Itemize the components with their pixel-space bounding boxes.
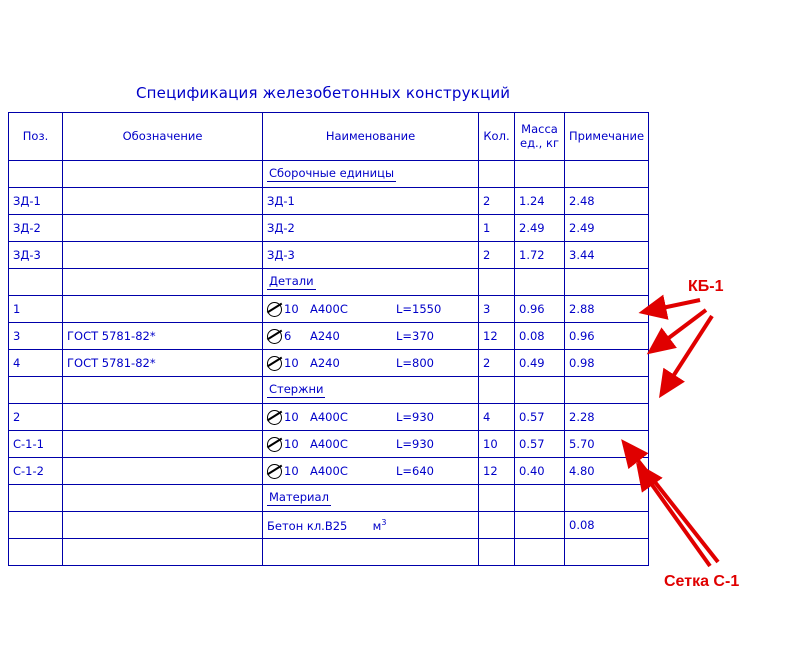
cell-designation bbox=[63, 269, 263, 296]
cell-quantity: 12 bbox=[479, 458, 515, 485]
cell-pos: ЗД-3 bbox=[9, 242, 63, 269]
cell-pos: С-1-1 bbox=[9, 431, 63, 458]
cell-quantity: 10 bbox=[479, 431, 515, 458]
cell-note bbox=[565, 161, 649, 188]
cell-name: ЗД-1 bbox=[263, 188, 479, 215]
arrow-kb1-c bbox=[672, 316, 712, 378]
cell-note: 2.49 bbox=[565, 215, 649, 242]
cell-mass bbox=[515, 539, 565, 566]
cell-name bbox=[263, 296, 479, 323]
rebar-class: А400С bbox=[310, 437, 348, 451]
rebar-diameter-value: 10 bbox=[284, 464, 299, 478]
cell-note: 0.08 bbox=[565, 512, 649, 539]
cell-name: ЗД-2 bbox=[263, 215, 479, 242]
column-header-note: Примечание bbox=[565, 113, 649, 161]
cell-name bbox=[263, 431, 479, 458]
cell-pos: ЗД-2 bbox=[9, 215, 63, 242]
table-section-row bbox=[9, 161, 649, 188]
table-row bbox=[9, 188, 649, 215]
cell-note bbox=[565, 539, 649, 566]
section-label: Сборочные единицы bbox=[269, 166, 395, 181]
cell-mass: 0.57 bbox=[515, 404, 565, 431]
cell-name bbox=[263, 539, 479, 566]
cell-mass: 1.72 bbox=[515, 242, 565, 269]
cell-note: 5.70 bbox=[565, 431, 649, 458]
cell-quantity: 2 bbox=[479, 350, 515, 377]
cell-designation: ГОСТ 5781-82* bbox=[63, 350, 263, 377]
rebar-class: А400С bbox=[310, 302, 348, 316]
cell-designation bbox=[63, 512, 263, 539]
cell-pos bbox=[9, 377, 63, 404]
arrow-setka-b bbox=[650, 482, 710, 566]
cell-mass: 2.49 bbox=[515, 215, 565, 242]
cell-note: 0.98 bbox=[565, 350, 649, 377]
table-row bbox=[9, 242, 649, 269]
cell-mass bbox=[515, 512, 565, 539]
cell-name bbox=[263, 512, 479, 539]
cell-quantity bbox=[479, 269, 515, 296]
cell-quantity bbox=[479, 161, 515, 188]
cell-note: 0.96 bbox=[565, 323, 649, 350]
cell-quantity bbox=[479, 485, 515, 512]
table-section-row bbox=[9, 269, 649, 296]
material-name: Бетон кл.В25 bbox=[267, 518, 348, 533]
cell-note: 4.80 bbox=[565, 458, 649, 485]
cell-mass bbox=[515, 377, 565, 404]
cell-quantity: 3 bbox=[479, 296, 515, 323]
cell-quantity bbox=[479, 377, 515, 404]
table-section-row bbox=[9, 377, 649, 404]
cell-designation bbox=[63, 215, 263, 242]
material-unit: м bbox=[372, 518, 382, 533]
rebar-diameter-value: 6 bbox=[284, 329, 292, 343]
cell-note: 3.44 bbox=[565, 242, 649, 269]
section-label: Стержни bbox=[269, 382, 324, 397]
cell-quantity bbox=[479, 539, 515, 566]
table-row bbox=[9, 350, 649, 377]
cell-designation bbox=[63, 377, 263, 404]
rebar-length: L=930 bbox=[396, 437, 434, 451]
column-header-mass-line1: Масса bbox=[521, 122, 558, 137]
rebar-diameter-icon bbox=[267, 329, 282, 344]
rebar-class: А400С bbox=[310, 464, 348, 478]
cell-name bbox=[263, 269, 479, 296]
cell-quantity bbox=[479, 512, 515, 539]
rebar-diameter-value: 10 bbox=[284, 356, 299, 370]
table-row bbox=[9, 404, 649, 431]
cell-quantity: 2 bbox=[479, 242, 515, 269]
cell-quantity: 12 bbox=[479, 323, 515, 350]
cell-designation bbox=[63, 485, 263, 512]
cell-pos: 2 bbox=[9, 404, 63, 431]
cell-mass: 0.57 bbox=[515, 431, 565, 458]
table-row bbox=[9, 539, 649, 566]
cell-pos: ЗД-1 bbox=[9, 188, 63, 215]
page-title: Спецификация железобетонных конструкций bbox=[136, 84, 511, 102]
cell-designation bbox=[63, 458, 263, 485]
cell-pos bbox=[9, 512, 63, 539]
cell-designation bbox=[63, 242, 263, 269]
cell-name bbox=[263, 458, 479, 485]
cell-mass bbox=[515, 269, 565, 296]
table-header-row bbox=[9, 113, 649, 161]
cell-name bbox=[263, 404, 479, 431]
cell-note bbox=[565, 485, 649, 512]
arrow-kb1-a bbox=[662, 300, 700, 308]
rebar-class: А400С bbox=[310, 410, 348, 424]
cell-name bbox=[263, 323, 479, 350]
cell-mass bbox=[515, 485, 565, 512]
cell-note: 2.48 bbox=[565, 188, 649, 215]
rebar-length: L=640 bbox=[396, 464, 434, 478]
rebar-diameter-value: 10 bbox=[284, 410, 299, 424]
rebar-length: L=370 bbox=[396, 329, 434, 343]
table-row bbox=[9, 431, 649, 458]
table-section-row bbox=[9, 485, 649, 512]
arrow-kb1-b bbox=[666, 310, 706, 340]
cell-pos: 4 bbox=[9, 350, 63, 377]
cell-name bbox=[263, 377, 479, 404]
cell-mass: 1.24 bbox=[515, 188, 565, 215]
cell-designation bbox=[63, 188, 263, 215]
column-header-mass bbox=[515, 113, 565, 161]
column-header-name: Наименование bbox=[263, 113, 479, 161]
cell-designation bbox=[63, 404, 263, 431]
cell-note bbox=[565, 269, 649, 296]
cell-designation: ГОСТ 5781-82* bbox=[63, 323, 263, 350]
specification-table bbox=[8, 112, 649, 566]
rebar-diameter-icon bbox=[267, 464, 282, 479]
cell-quantity: 4 bbox=[479, 404, 515, 431]
rebar-diameter-value: 10 bbox=[284, 437, 299, 451]
rebar-diameter-icon bbox=[267, 356, 282, 371]
cell-designation bbox=[63, 296, 263, 323]
cell-pos: 3 bbox=[9, 323, 63, 350]
cell-designation bbox=[63, 431, 263, 458]
rebar-class: А240 bbox=[310, 356, 340, 370]
annotation-label-kb-1: КБ-1 bbox=[688, 278, 724, 295]
column-header-quantity: Кол. bbox=[479, 113, 515, 161]
material-unit-exponent: 3 bbox=[381, 517, 387, 527]
table-row bbox=[9, 458, 649, 485]
cell-name bbox=[263, 485, 479, 512]
rebar-length: L=1550 bbox=[396, 302, 442, 316]
rebar-diameter-icon bbox=[267, 410, 282, 425]
cell-pos bbox=[9, 269, 63, 296]
rebar-length: L=930 bbox=[396, 410, 434, 424]
table-row bbox=[9, 512, 649, 539]
cell-mass: 0.08 bbox=[515, 323, 565, 350]
section-label: Материал bbox=[269, 490, 329, 505]
table-row bbox=[9, 323, 649, 350]
cell-pos: 1 bbox=[9, 296, 63, 323]
rebar-diameter-value: 10 bbox=[284, 302, 299, 316]
column-header-pos: Поз. bbox=[9, 113, 63, 161]
rebar-class: А240 bbox=[310, 329, 340, 343]
table-row bbox=[9, 215, 649, 242]
cell-note: 2.28 bbox=[565, 404, 649, 431]
cell-pos bbox=[9, 485, 63, 512]
rebar-diameter-icon bbox=[267, 302, 282, 317]
cell-mass: 0.40 bbox=[515, 458, 565, 485]
cell-mass: 0.96 bbox=[515, 296, 565, 323]
cell-quantity: 2 bbox=[479, 188, 515, 215]
rebar-length: L=800 bbox=[396, 356, 434, 370]
cell-name bbox=[263, 350, 479, 377]
cell-designation bbox=[63, 539, 263, 566]
rebar-diameter-icon bbox=[267, 437, 282, 452]
cell-mass bbox=[515, 161, 565, 188]
column-header-designation: Обозначение bbox=[63, 113, 263, 161]
cell-note: 2.88 bbox=[565, 296, 649, 323]
cell-quantity: 1 bbox=[479, 215, 515, 242]
cell-pos: С-1-2 bbox=[9, 458, 63, 485]
cell-pos bbox=[9, 161, 63, 188]
cell-designation bbox=[63, 161, 263, 188]
column-header-mass-line2: ед., кг bbox=[520, 135, 559, 150]
section-label: Детали bbox=[269, 274, 314, 289]
annotation-label-setka-c-1: Сетка С-1 bbox=[664, 573, 740, 590]
table-row bbox=[9, 296, 649, 323]
cell-name bbox=[263, 161, 479, 188]
cell-mass: 0.49 bbox=[515, 350, 565, 377]
cell-pos bbox=[9, 539, 63, 566]
cell-note bbox=[565, 377, 649, 404]
cell-name: ЗД-3 bbox=[263, 242, 479, 269]
